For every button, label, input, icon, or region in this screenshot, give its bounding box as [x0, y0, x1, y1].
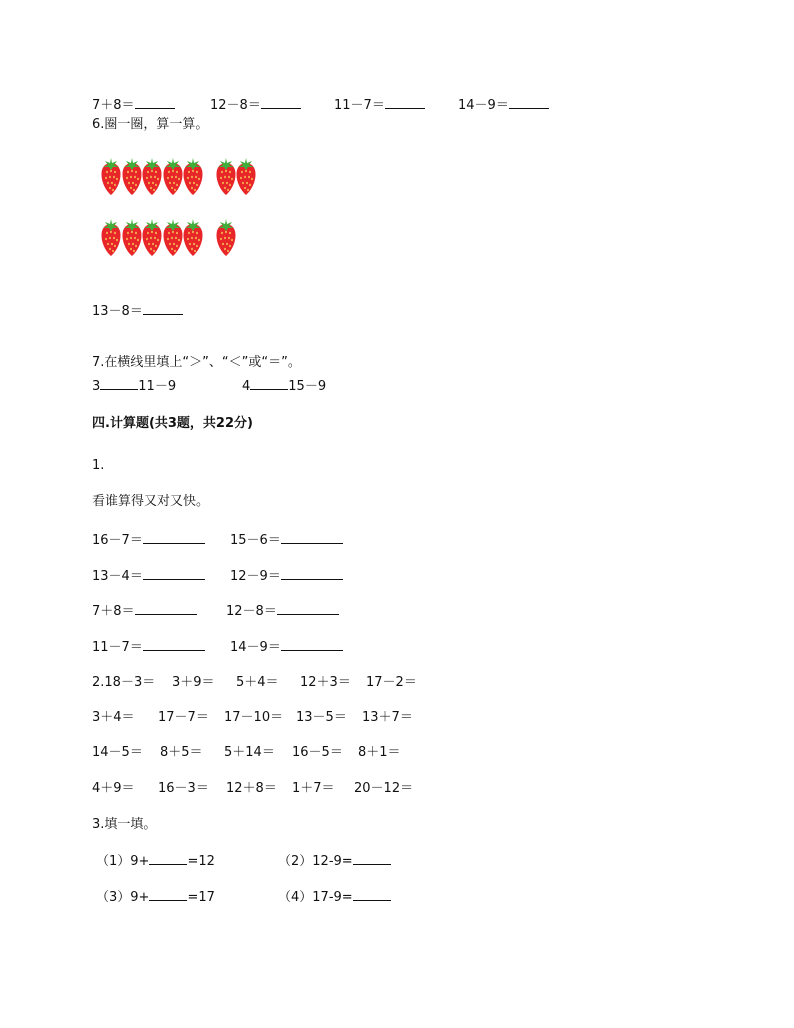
strawberry-icon — [121, 156, 143, 196]
strawberry-row-1 — [100, 156, 280, 196]
strawberry — [141, 156, 163, 196]
s4-q1-r4-b: 14－9＝ — [230, 638, 343, 656]
q5-item-1: 7＋8＝ — [92, 96, 175, 114]
s4-q2-r1-3: 5＋4＝ — [236, 675, 279, 690]
answer-blank[interactable] — [385, 96, 425, 109]
s4-q3-item-3: （3）9+ =17 — [96, 890, 215, 905]
strawberry-icon — [182, 217, 204, 257]
s4-q2-r4-4: 1＋7＝ — [292, 781, 335, 796]
s4-q1-r3-b: 12－8＝ — [226, 602, 339, 620]
answer-blank[interactable] — [277, 602, 339, 615]
strawberry — [100, 156, 122, 196]
q6-equation: 13－8＝ — [92, 302, 183, 320]
strawberry-icon — [162, 217, 184, 257]
q7-title: 7.在横线里填上“＞”、“＜”或“＝”。 — [92, 355, 301, 370]
answer-blank[interactable] — [509, 96, 549, 109]
strawberry — [235, 156, 257, 196]
answer-blank[interactable] — [143, 567, 205, 580]
q7-item-2: 4 15－9 — [242, 379, 327, 394]
s4-q2-r4-3: 12＋8＝ — [226, 781, 277, 796]
answer-blank[interactable] — [281, 567, 343, 580]
answer-blank[interactable] — [149, 888, 187, 901]
s4-q2-r4-1: 4＋9＝ — [92, 781, 135, 796]
answer-blank[interactable] — [143, 531, 205, 544]
s4-q1-r4-a: 11－7＝ — [92, 638, 205, 656]
s4-q2-r1-2: 3＋9＝ — [172, 675, 215, 690]
s4-q1-r1-b: 15－6＝ — [230, 531, 343, 549]
strawberry — [141, 217, 163, 257]
strawberry — [182, 156, 204, 196]
strawberry-icon — [100, 217, 122, 257]
compare-blank[interactable] — [100, 377, 138, 390]
strawberry — [121, 156, 143, 196]
answer-blank[interactable] — [143, 302, 183, 315]
answer-blank[interactable] — [281, 531, 343, 544]
strawberry-row-2 — [100, 217, 280, 257]
q5-item-2: 12－8＝ — [210, 96, 301, 114]
s4-q1-r3-a: 7＋8＝ — [92, 602, 197, 620]
answer-blank[interactable] — [281, 638, 343, 651]
s4-q2-r3-4: 16－5＝ — [292, 745, 343, 760]
strawberry-icon — [121, 217, 143, 257]
s4-q3-title: 3.填一填。 — [92, 817, 157, 832]
compare-blank[interactable] — [250, 377, 288, 390]
s4-q3-item-1: （1）9+ =12 — [96, 854, 215, 869]
strawberry — [182, 217, 204, 257]
answer-blank[interactable] — [135, 602, 197, 615]
strawberry-icon — [141, 217, 163, 257]
s4-q1-instruction: 看谁算得又对又快。 — [92, 494, 210, 509]
strawberry — [215, 217, 237, 257]
s4-q1-r1-a: 16－7＝ — [92, 531, 205, 549]
s4-q2-r2-2: 17－7＝ — [158, 710, 209, 725]
s4-q2-r2-4: 13－5＝ — [296, 710, 347, 725]
s4-q2-r3-1: 14－5＝ — [92, 745, 143, 760]
s4-q2-r3-2: 8＋5＝ — [160, 745, 203, 760]
s4-q2-r1-1: 2.18－3＝ — [92, 675, 156, 690]
s4-q2-r2-3: 17－10＝ — [224, 710, 284, 725]
strawberry-icon — [215, 217, 237, 257]
q7-item-1: 3 11－9 — [92, 379, 177, 394]
answer-blank[interactable] — [353, 852, 391, 865]
answer-blank[interactable] — [149, 852, 187, 865]
s4-q1-r2-a: 13－4＝ — [92, 567, 205, 585]
strawberry — [121, 217, 143, 257]
q5-item-3: 11－7＝ — [334, 96, 425, 114]
answer-blank[interactable] — [135, 96, 175, 109]
s4-q2-r4-2: 16－3＝ — [158, 781, 209, 796]
s4-q1-r2-b: 12－9＝ — [230, 567, 343, 585]
s4-q1-number: 1. — [92, 458, 105, 473]
strawberry — [100, 217, 122, 257]
s4-q3-item-4: （4）17-9= — [278, 888, 391, 906]
s4-q2-r2-1: 3＋4＝ — [92, 710, 135, 725]
strawberry-icon — [235, 156, 257, 196]
strawberry-icon — [215, 156, 237, 196]
section-4-title: 四.计算题(共3题，共22分) — [92, 416, 253, 431]
answer-blank[interactable] — [261, 96, 301, 109]
s4-q2-r1-5: 17－2＝ — [366, 675, 417, 690]
s4-q2-r3-3: 5＋14＝ — [224, 745, 275, 760]
strawberry-icon — [162, 156, 184, 196]
s4-q2-r3-5: 8＋1＝ — [358, 745, 401, 760]
answer-blank[interactable] — [353, 888, 391, 901]
q5-item-4: 14－9＝ — [458, 96, 549, 114]
s4-q2-r2-5: 13＋7＝ — [362, 710, 413, 725]
strawberry — [215, 156, 237, 196]
s4-q3-item-2: （2）12-9= — [278, 852, 391, 870]
strawberry-icon — [100, 156, 122, 196]
s4-q2-r1-4: 12＋3＝ — [300, 675, 351, 690]
answer-blank[interactable] — [143, 638, 205, 651]
strawberry-icon — [182, 156, 204, 196]
q6-title: 6.圈一圈，算一算。 — [92, 117, 209, 132]
strawberry — [162, 217, 184, 257]
strawberry — [162, 156, 184, 196]
s4-q2-r4-5: 20－12＝ — [354, 781, 414, 796]
strawberry-icon — [141, 156, 163, 196]
